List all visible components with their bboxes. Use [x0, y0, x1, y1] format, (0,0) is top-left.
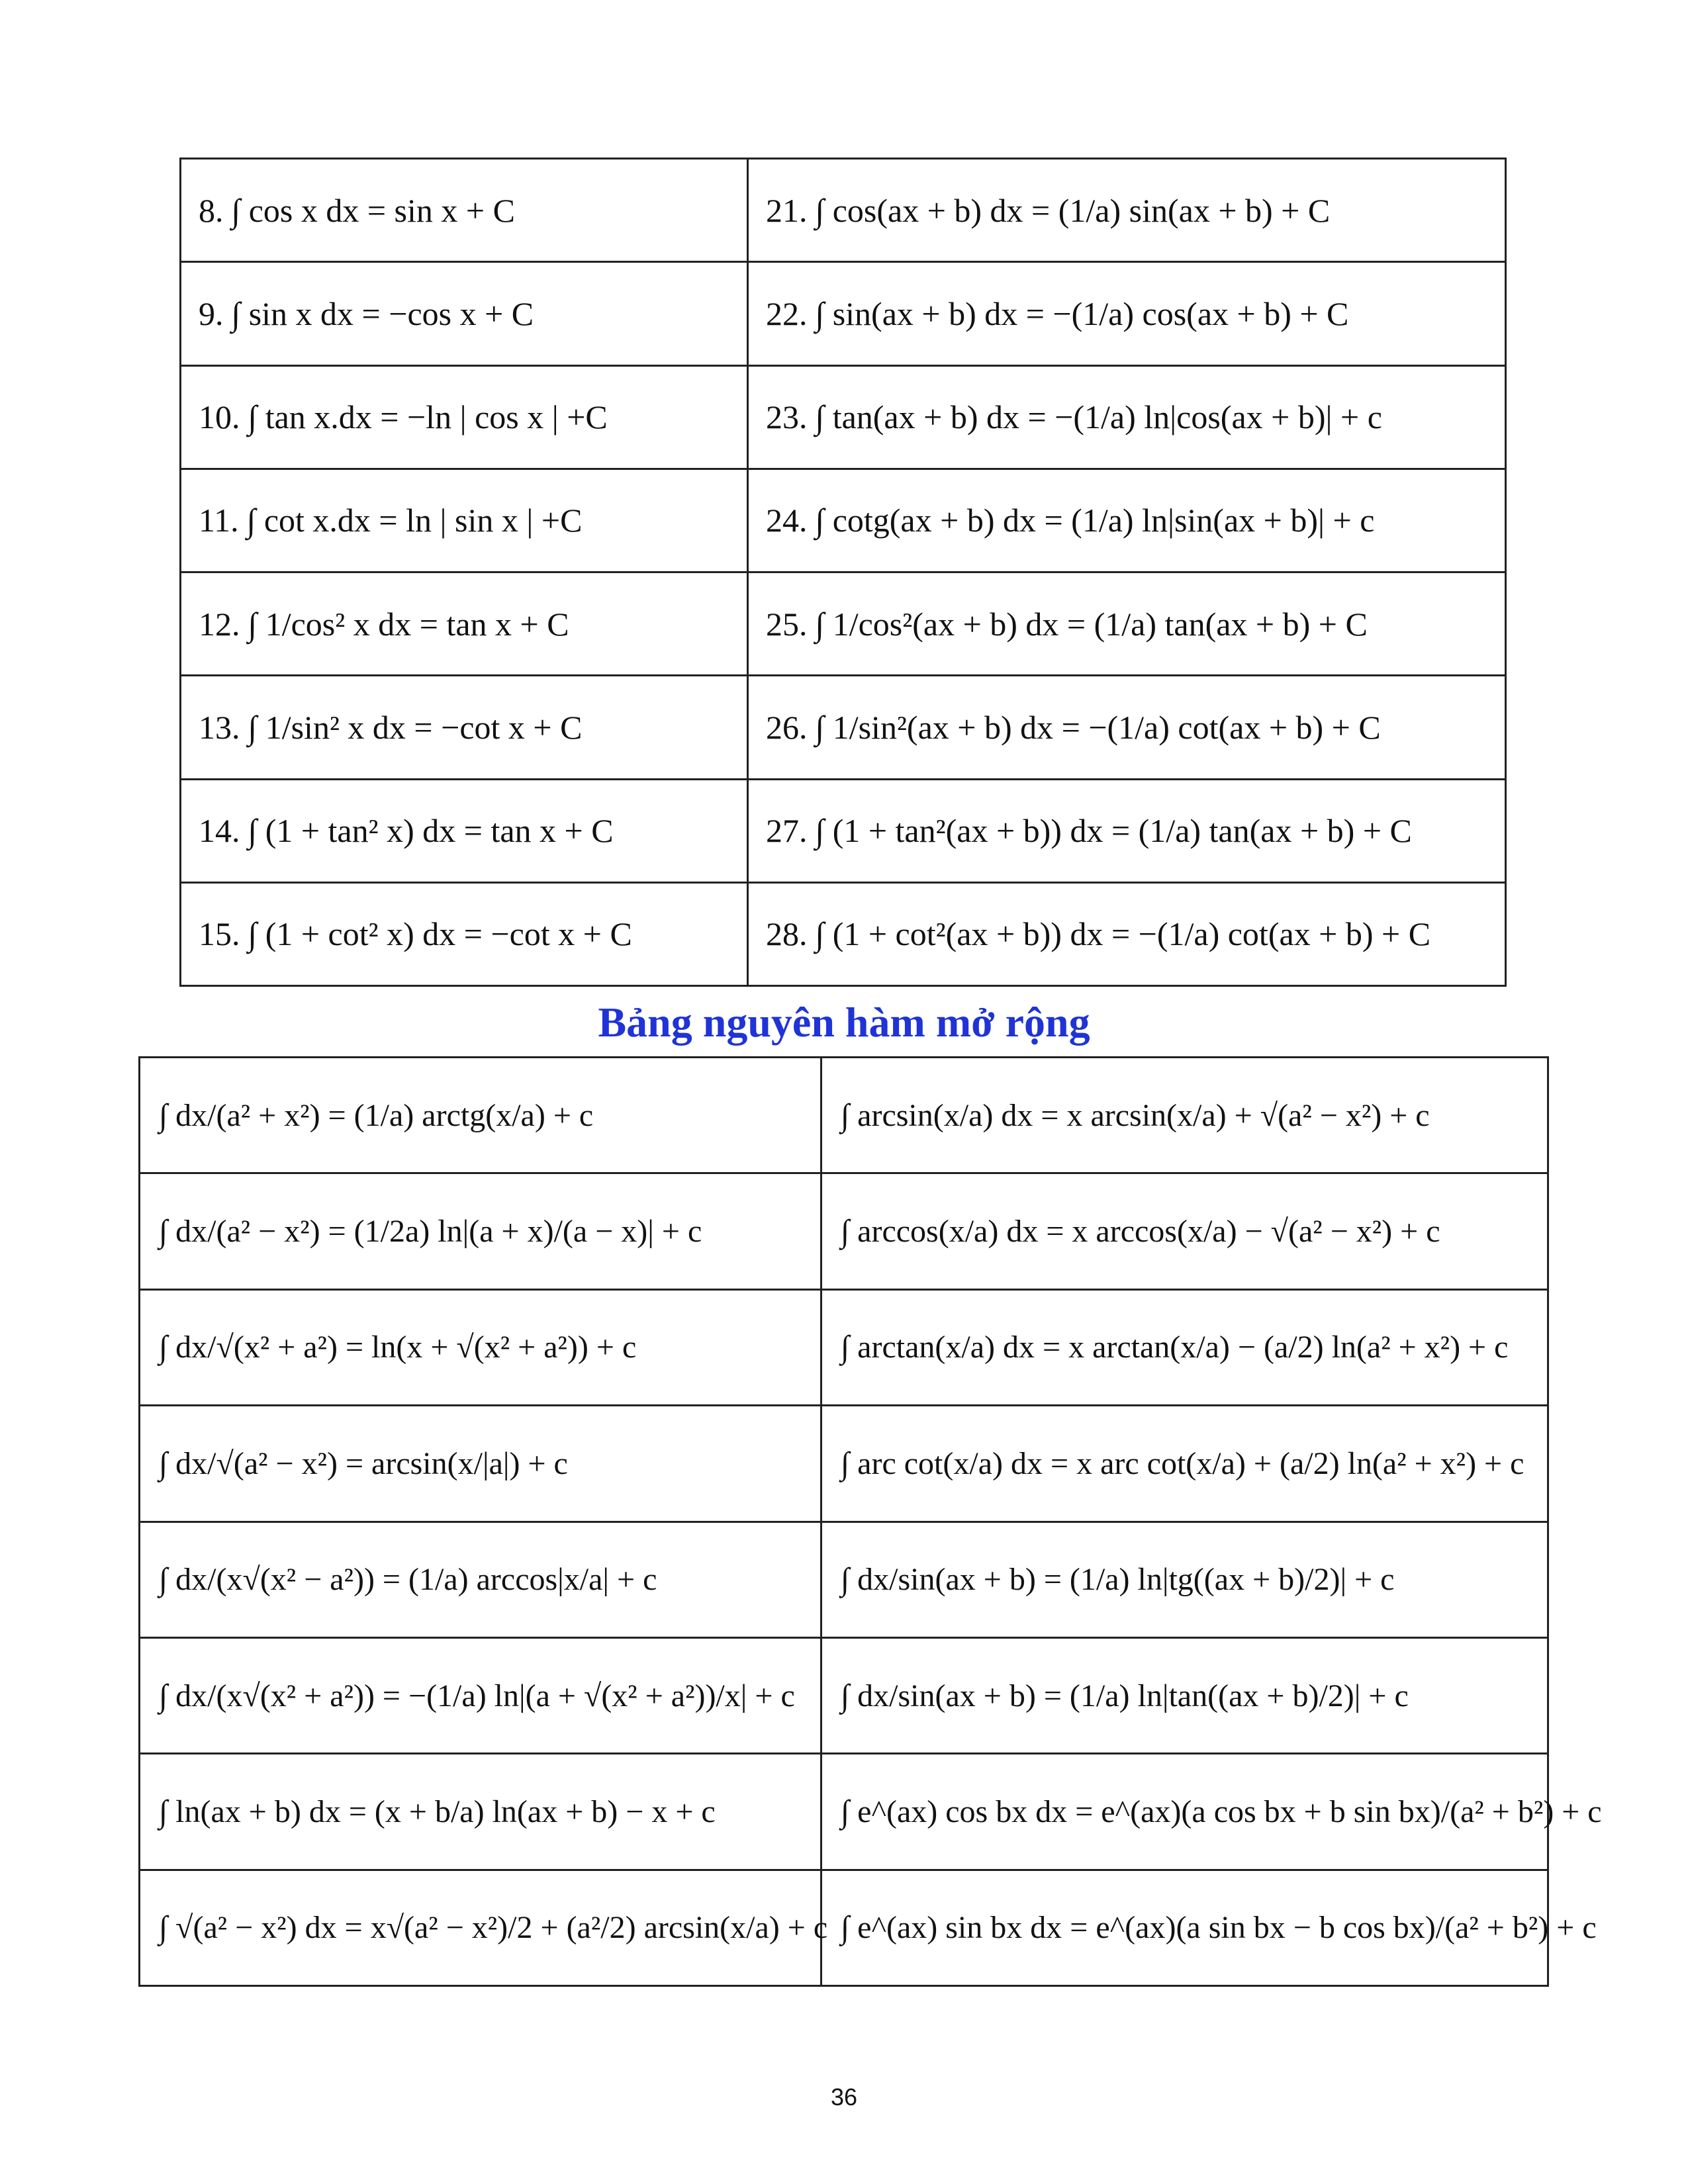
table-row	[140, 1754, 1548, 1870]
formula-cell	[748, 262, 1506, 365]
formula-text: ∫ 1/sin² x dx = −cot x + C	[248, 708, 583, 746]
formula-number: 25.	[766, 605, 808, 643]
formula-number: 8.	[199, 191, 224, 229]
formula-cell: ∫ ln(ax + b) dx = (x + b/a) ln(ax + b) − x + c	[140, 1754, 821, 1870]
formula-cell: ∫ e^(ax) sin bx dx = e^(ax)(a sin bx − b cos bx)/(a² + b²) + c	[821, 1870, 1548, 1985]
table-row	[140, 1522, 1548, 1637]
table-row	[140, 1058, 1548, 1173]
formula-text: ∫ tan x.dx = −ln | cos x | +C	[248, 398, 608, 436]
formula-cell	[181, 676, 748, 779]
formula-text: ∫ sin(ax + b) dx = −(1/a) cos(ax + b) + C	[815, 295, 1349, 332]
formula-cell	[748, 365, 1506, 469]
page-number: 36	[830, 2083, 858, 2111]
formula-number: 15.	[199, 915, 240, 953]
formula-cell	[181, 572, 748, 676]
formula-text: ∫ 1/cos² x dx = tan x + C	[248, 605, 569, 643]
formula-number: 9.	[199, 295, 224, 332]
table-row	[181, 779, 1506, 882]
formula-cell: ∫ arctan(x/a) dx = x arctan(x/a) − (a/2) ln(a² + x²) + c	[821, 1289, 1548, 1405]
formula-text: ∫ cotg(ax + b) dx = (1/a) ln|sin(ax + b)| + c	[815, 502, 1375, 539]
formula-cell: ∫ dx/√(x² + a²) = ln(x + √(x² + a²)) + c	[140, 1289, 821, 1405]
formula-cell: ∫ arc cot(x/a) dx = x arc cot(x/a) + (a/2) ln(a² + x²) + c	[821, 1406, 1548, 1522]
formula-text: ∫ 1/sin²(ax + b) dx = −(1/a) cot(ax + b) + C	[815, 708, 1381, 746]
table-row	[140, 1173, 1548, 1289]
extended-integrals-table	[138, 1056, 1602, 1987]
formula-text: ∫ (1 + cot²(ax + b)) dx = −(1/a) cot(ax + b) + C	[815, 915, 1431, 953]
formula-cell: ∫ dx/(a² − x²) = (1/2a) ln|(a + x)/(a − x)| + c	[140, 1173, 821, 1289]
table-row	[140, 1289, 1548, 1405]
basic-integrals-table	[179, 158, 1507, 987]
formula-cell	[748, 469, 1506, 572]
formula-number: 27.	[766, 812, 808, 850]
formula-text: ∫ (1 + tan²(ax + b)) dx = (1/a) tan(ax + b) + C	[815, 812, 1412, 850]
formula-cell: ∫ dx/√(a² − x²) = arcsin(x/|a|) + c	[140, 1406, 821, 1522]
formula-cell: ∫ arccos(x/a) dx = x arccos(x/a) − √(a² − x²) + c	[821, 1173, 1548, 1289]
formula-cell: ∫ e^(ax) cos bx dx = e^(ax)(a cos bx + b sin bx)/(a² + b²) + c	[821, 1754, 1548, 1870]
formula-cell	[748, 779, 1506, 882]
extended-table-title: Bảng nguyên hàm mở rộng	[598, 999, 1090, 1046]
formula-cell	[181, 365, 748, 469]
formula-cell	[181, 159, 748, 262]
formula-text: ∫ sin x dx = −cos x + C	[231, 295, 534, 332]
formula-number: 21.	[766, 191, 808, 229]
formula-text: ∫ cot x.dx = ln | sin x | +C	[246, 502, 583, 539]
formula-text: ∫ cos x dx = sin x + C	[231, 191, 515, 229]
formula-cell	[181, 262, 748, 365]
formula-cell: ∫ dx/(x√(x² + a²)) = −(1/a) ln|(a + √(x² + a²))/x| + c	[140, 1637, 821, 1753]
formula-text: ∫ tan(ax + b) dx = −(1/a) ln|cos(ax + b)| + c	[815, 398, 1382, 436]
formula-cell	[748, 159, 1506, 262]
table-row	[181, 159, 1506, 262]
table-row	[181, 882, 1506, 985]
formula-cell	[748, 676, 1506, 779]
formula-cell: ∫ dx/sin(ax + b) = (1/a) ln|tg((ax + b)/2)| + c	[821, 1522, 1548, 1637]
formula-number: 22.	[766, 295, 808, 332]
formula-cell	[748, 572, 1506, 676]
formula-number: 13.	[199, 708, 240, 746]
formula-cell: ∫ dx/sin(ax + b) = (1/a) ln|tan((ax + b)/2)| + c	[821, 1637, 1548, 1753]
formula-number: 23.	[766, 398, 808, 436]
formula-number: 10.	[199, 398, 240, 436]
table-row	[181, 676, 1506, 779]
table-row	[181, 572, 1506, 676]
formula-text: ∫ (1 + tan² x) dx = tan x + C	[248, 812, 614, 850]
table-row	[181, 365, 1506, 469]
table-row	[181, 262, 1506, 365]
formula-cell	[181, 882, 748, 985]
formula-cell	[748, 882, 1506, 985]
formula-cell	[181, 779, 748, 882]
formula-number: 26.	[766, 708, 808, 746]
formula-cell: ∫ √(a² − x²) dx = x√(a² − x²)/2 + (a²/2) arcsin(x/a) + c	[140, 1870, 821, 1985]
formula-number: 12.	[199, 605, 240, 643]
formula-number: 28.	[766, 915, 808, 953]
formula-number: 14.	[199, 812, 240, 850]
formula-text: ∫ 1/cos²(ax + b) dx = (1/a) tan(ax + b) + C	[815, 605, 1368, 643]
table-row	[181, 469, 1506, 572]
formula-cell: ∫ dx/(x√(x² − a²)) = (1/a) arccos|x/a| + c	[140, 1522, 821, 1637]
formula-cell: ∫ dx/(a² + x²) = (1/a) arctg(x/a) + c	[140, 1058, 821, 1173]
formula-number: 24.	[766, 502, 808, 539]
formula-cell	[181, 469, 748, 572]
formula-number: 11.	[199, 502, 239, 539]
formula-text: ∫ cos(ax + b) dx = (1/a) sin(ax + b) + C	[815, 191, 1331, 229]
table-row	[140, 1637, 1548, 1753]
table-row	[140, 1406, 1548, 1522]
table-row	[140, 1870, 1548, 1985]
formula-cell: ∫ arcsin(x/a) dx = x arcsin(x/a) + √(a² − x²) + c	[821, 1058, 1548, 1173]
formula-text: ∫ (1 + cot² x) dx = −cot x + C	[248, 915, 632, 953]
